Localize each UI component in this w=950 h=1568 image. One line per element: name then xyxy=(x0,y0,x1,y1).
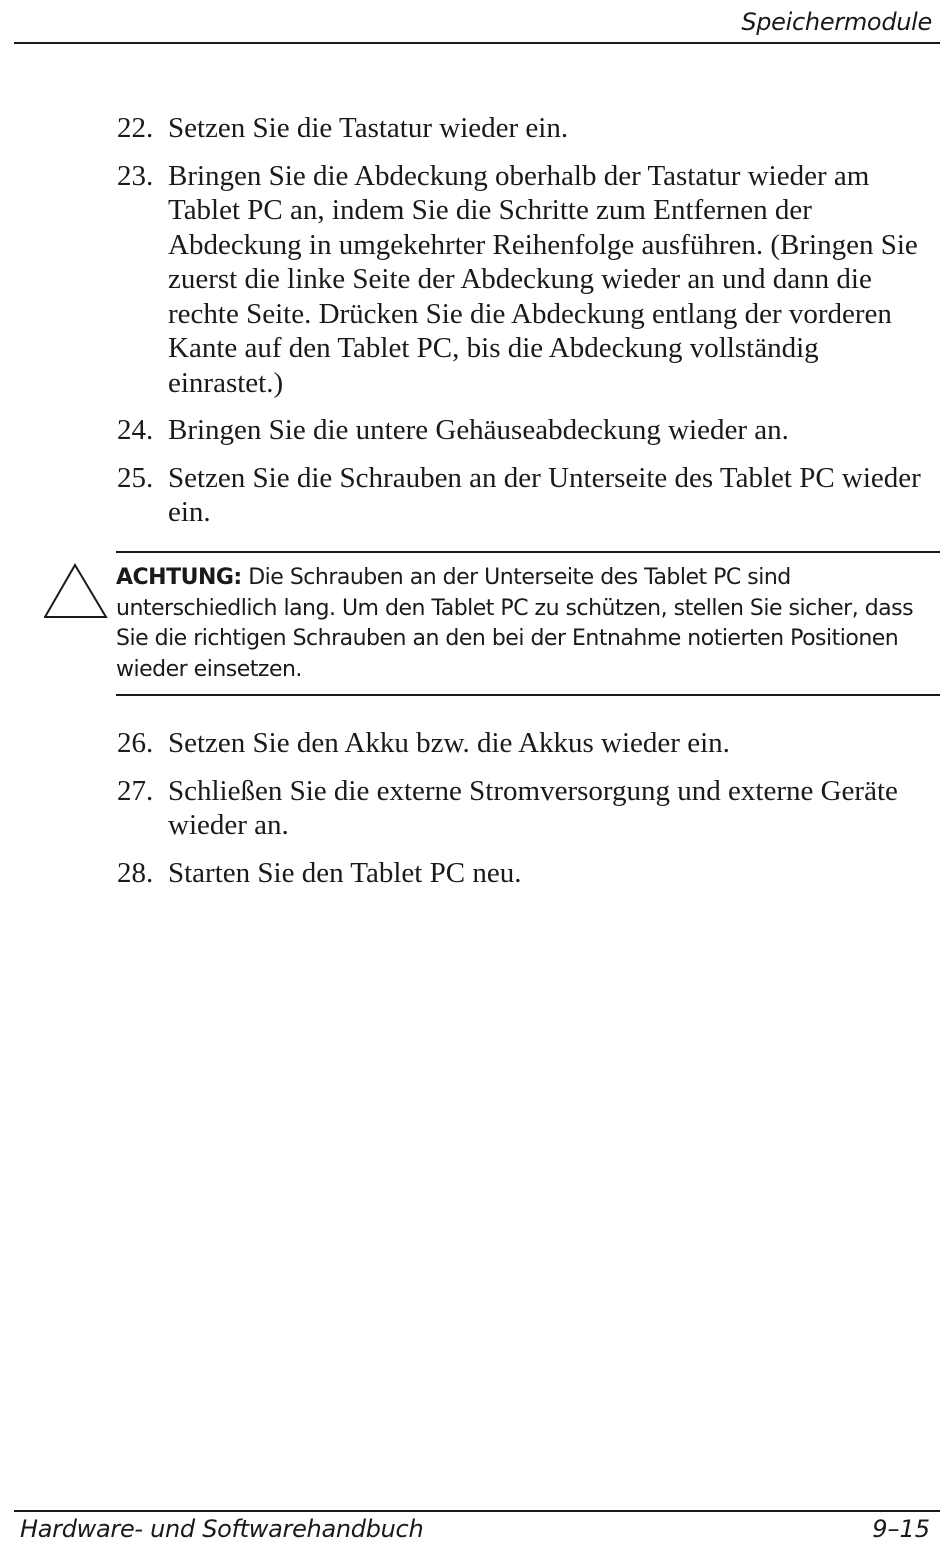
step-number: 23. xyxy=(117,159,154,192)
step-number: 22. xyxy=(117,112,154,144)
footer-page-number: 9–15 xyxy=(872,1515,930,1543)
step-number: 24. xyxy=(117,414,154,446)
step-text: Setzen Sie den Akku bzw. die Akkus wieder ein. xyxy=(168,727,730,759)
warning-triangle-icon xyxy=(44,563,108,619)
step-item xyxy=(117,461,937,530)
step-text: Setzen Sie die Schrauben an der Unterseite des Tablet PC wieder ein. xyxy=(168,461,921,528)
steps-list-before-caution xyxy=(117,111,937,543)
step-text: Setzen Sie die Tastatur wieder ein. xyxy=(168,112,569,144)
steps-list-after-caution xyxy=(117,726,937,903)
header-rule xyxy=(14,42,940,44)
step-text: Bringen Sie die untere Gehäuseabdeckung wieder an. xyxy=(168,414,789,446)
step-text: Schließen Sie die externe Stromversorgung und externe Geräte wieder an. xyxy=(168,774,898,841)
step-item xyxy=(117,413,937,448)
step-number: 28. xyxy=(117,856,154,889)
caution-message: Die Schrauben an der Unterseite des Tablet PC sind unterschiedlich lang. Um den Tablet PC zu schützen, stellen Sie sicher, dass Sie die richtigen Schrauben an den bei der Entnahme notierten Positionen wieder einsetzen. xyxy=(116,565,914,682)
caution-bottom-rule xyxy=(116,694,940,696)
step-item xyxy=(117,159,937,401)
step-number: 25. xyxy=(117,461,154,494)
step-text: Bringen Sie die Abdeckung oberhalb der Tastatur wieder am Tablet PC an, indem Sie die Schritte zum Entfernen der Abdeckung in umgekehrter Reihenfolge ausführen. (Bringen Sie zuerst die linke Seite der Abdeckung wieder an und dann die rechte Seite. Drücken Sie die Abdeckung entlang der vorderen Kante auf den Tablet PC, bis die Abdeckung vollständig einrastet.) xyxy=(168,159,918,399)
running-header-title: Speichermodule xyxy=(741,8,932,36)
step-item xyxy=(117,856,937,891)
caution-text-block xyxy=(116,563,936,685)
step-item xyxy=(117,111,937,146)
step-number: 27. xyxy=(117,774,154,807)
step-item xyxy=(117,774,937,843)
step-item xyxy=(117,726,937,761)
caution-box xyxy=(44,551,940,696)
footer-book-title: Hardware- und Softwarehandbuch xyxy=(20,1515,424,1543)
step-text: Starten Sie den Tablet PC neu. xyxy=(168,856,522,889)
caution-top-rule xyxy=(116,551,940,553)
step-number: 26. xyxy=(117,727,154,759)
caution-label: ACHTUNG: xyxy=(116,565,242,590)
